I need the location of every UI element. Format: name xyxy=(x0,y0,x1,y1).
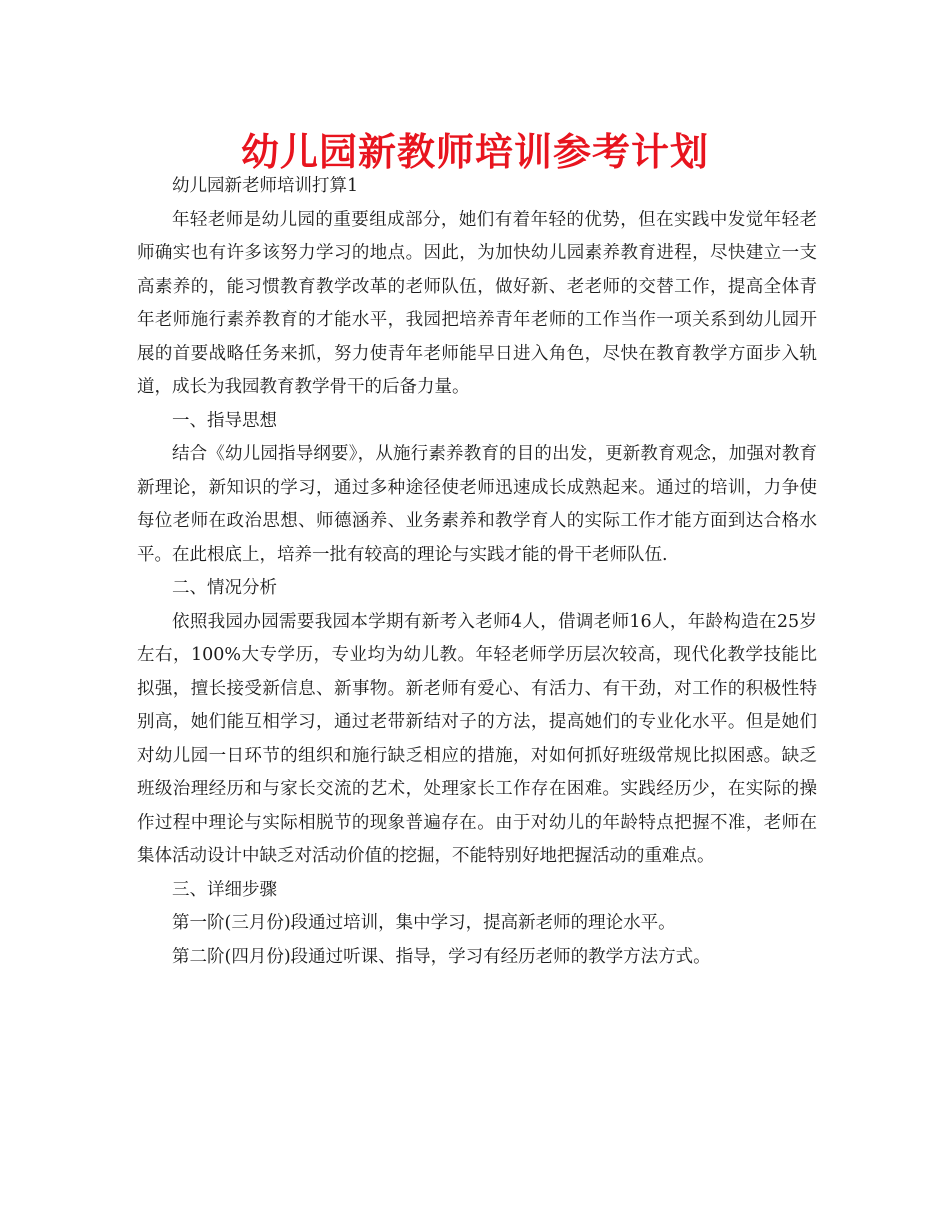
document-body xyxy=(137,170,817,974)
section-heading-situation-analysis: 二、情况分析 xyxy=(172,578,277,598)
paragraph-step-one: 第一阶(三月份)段通过培训，集中学习，提高新老师的理论水平。 xyxy=(172,913,676,933)
document-subtitle: 幼儿园新老师培训打算1 xyxy=(172,176,359,196)
document-title: 幼儿园新教师培训参考计划 xyxy=(240,130,709,174)
paragraph-guiding-thought: 结合《幼儿园指导纲要》，从施行素养教育的目的出发，更新教育观念，加强对教育新理论，新知识的学习，通过多种途径使老师迅速成长成熟起来。通过的培训，力争使每位老师在政治思想、师德涵养、业务素养和教学育人的实际工作才能方面到达合格水平。在此根底上，培养一批有较高的理论与实践才能的骨干老师队伍. xyxy=(137,444,817,565)
paragraph-situation-analysis: 依照我园办园需要我园本学期有新考入老师4人，借调老师16人，年龄构造在25岁左右，100%大专学历，专业均为幼儿教。年轻老师学历层次较高，现代化教学技能比拟强，擅长接受新信息、新事物。新老师有爱心、有活力、有干劲，对工作的积极性特别高，她们能互相学习，通过老带新结对子的方法，提高她们的专业化水平。但是她们对幼儿园一日环节的组织和施行缺乏相应的措施，对如何抓好班级常规比拟困惑。缺乏班级治理经历和与家长交流的艺术，处理家长工作存在困难。实践经历少，在实际的操作过程中理论与实际相脱节的现象普遍存在。由于对幼儿的年龄特点把握不准，老师在集体活动设计中缺乏对活动价值的挖掘，不能特别好地把握活动的重难点。 xyxy=(137,611,817,866)
paragraph-intro: 年轻老师是幼儿园的重要组成部分，她们有着年轻的优势，但在实践中发觉年轻老师确实也有许多该努力学习的地点。因此，为加快幼儿园素养教育进程，尽快建立一支高素养的，能习惯教育教学改革的老师队伍，做好新、老老师的交替工作，提高全体青年老师施行素养教育的才能水平，我园把培养青年老师的工作当作一项关系到幼儿园开展的首要战略任务来抓，努力使青年老师能早日进入角色，尽快在教育教学方面步入轨道，成长为我园教育教学骨干的后备力量。 xyxy=(137,209,817,397)
section-heading-detailed-steps: 三、详细步骤 xyxy=(172,879,277,900)
section-heading-guiding-thought: 一、指导思想 xyxy=(172,410,277,431)
paragraph-step-two: 第二阶(四月份)段通过听课、指导，学习有经历老师的教学方法方式。 xyxy=(172,946,711,967)
